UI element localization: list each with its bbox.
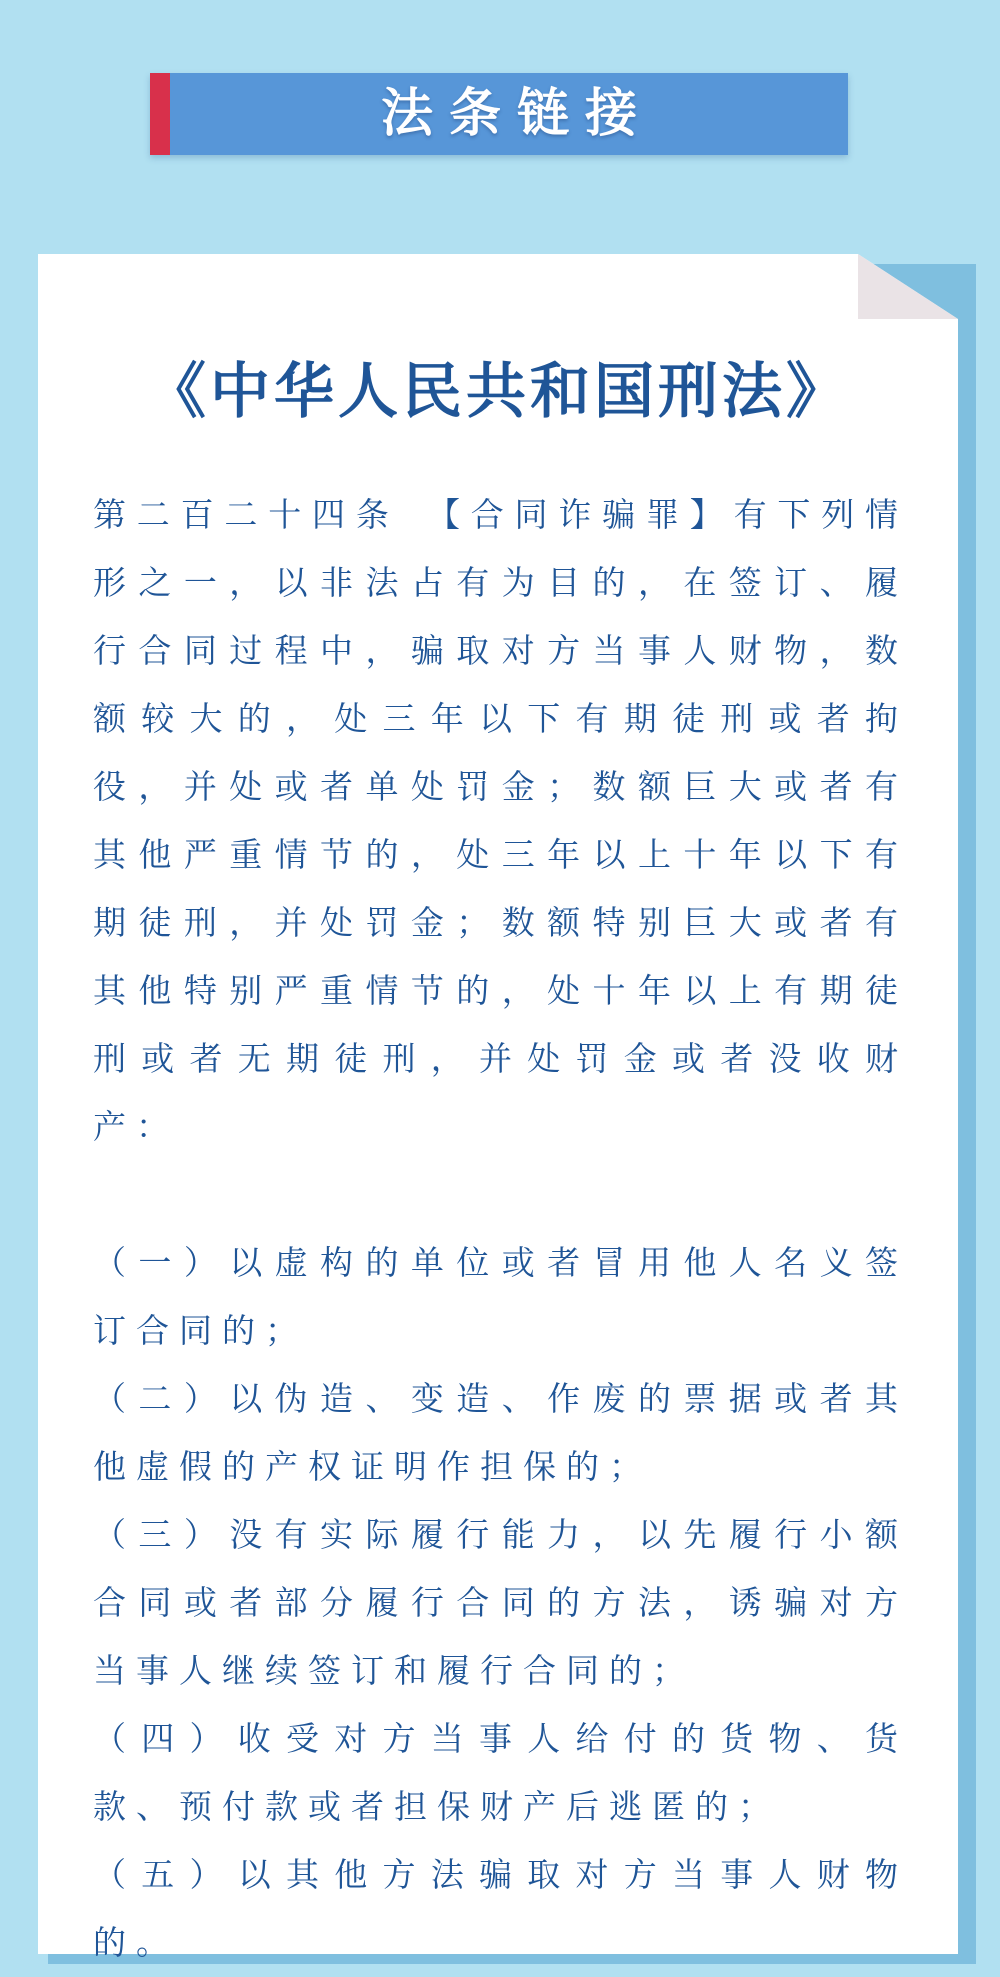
clause-item: （一）以虚构的单位或者冒用他人名义签订合同的； xyxy=(93,1243,908,1350)
clause-item: （三）没有实际履行能力，以先履行小额合同或者部分履行合同的方法，诱骗对方当事人继续签订和履行合同的； xyxy=(93,1515,908,1690)
law-title: 《中华人民共和国刑法》 xyxy=(146,357,850,427)
clause-item: （二）以伪造、变造、作废的票据或者其他虚假的产权证明作担保的； xyxy=(93,1379,908,1486)
clause-item: （四）收受对方当事人给付的货物、货款、预付款或者担保财产后逃匿的； xyxy=(93,1719,908,1826)
banner-accent-bar xyxy=(150,73,170,155)
article-content xyxy=(93,481,908,1977)
clause-item: （五）以其他方法骗取对方当事人财物的。 xyxy=(93,1855,908,1962)
section-banner xyxy=(150,73,848,155)
article-intro: 第二百二十四条 【合同诈骗罪】有下列情形之一，以非法占有为目的，在签订、履行合同过程中，骗取对方当事人财物，数额较大的，处三年以下有期徒刑或者拘役，并处或者单处罚金；数额巨大或者有其他严重情节的，处三年以上十年以下有期徒刑，并处罚金；数额特别巨大或者有其他特别严重情节的，处十年以上有期徒刑或者无期徒刑，并处罚金或者没收财产： xyxy=(93,495,908,1146)
banner-title: 法条链接 xyxy=(380,84,653,144)
